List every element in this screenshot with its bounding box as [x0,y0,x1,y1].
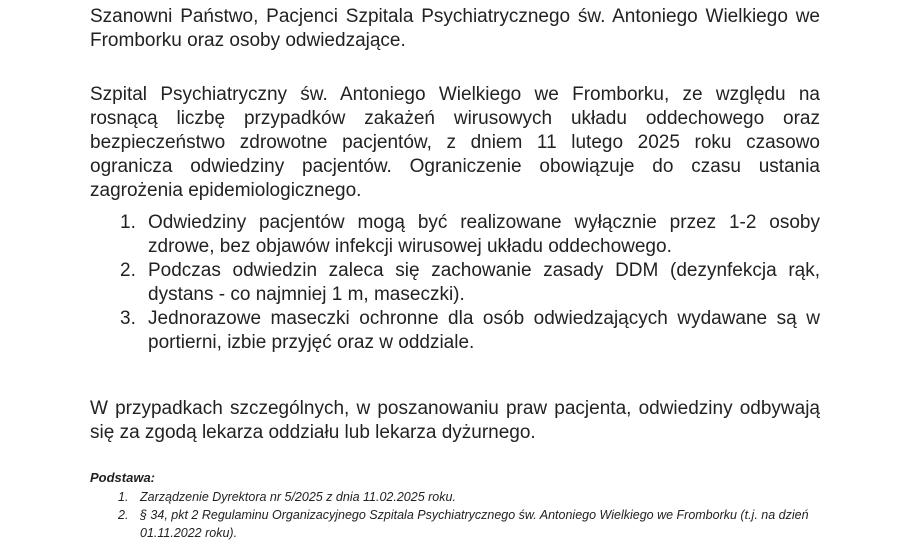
basis-number: 1. [118,490,129,504]
basis-title: Podstawa: [90,470,156,485]
rule-number: 2. [120,260,136,281]
rule-number: 3. [120,308,136,329]
rule-text: Jednorazowe maseczki ochronne dla osób odwiedzających wydawane są w portierni, izbie przyjęć oraz w oddziale. [148,308,820,353]
basis-item [90,488,820,506]
intro-paragraph: Szpital Psychiatryczny św. Antoniego Wielkiego we Fromborku, ze względu na rosnącą liczbę przypadków zakażeń wirusowych układu oddechowego oraz bezpieczeństwo zdrowotne pacjentów, z dniem 11 lutego 2025 roku czasowo ogranicza odwiedziny pacjentów. Ograniczenie obowiązuje do czasu ustania zagrożenia epidemiologicznego. [90,84,820,201]
basis-text: § 34, pkt 2 Regulaminu Organizacyjnego Szpitala Psychiatrycznego św. Antoniego Wielkiego we Fromborku (t.j. na dzień 01.11.2022 roku). [140,508,809,540]
rule-text: Podczas odwiedzin zaleca się zachowanie zasady DDM (dezynfekcja rąk, dystans - co najmniej 1 m, maseczki). [148,260,820,305]
basis-list [90,488,820,542]
rule-number: 1. [120,212,136,233]
basis-number: 2. [118,508,129,522]
rule-text: Odwiedziny pacjentów mogą być realizowane wyłącznie przez 1-2 osoby zdrowe, bez objawów infekcji wirusowej układu oddechowego. [148,212,820,257]
special-cases-paragraph: W przypadkach szczególnych, w poszanowaniu praw pacjenta, odwiedziny odbywają się za zgodą lekarza oddziału lub lekarza dyżurnego. [90,398,820,443]
basis-item [90,506,820,542]
rules-list [90,211,820,355]
rule-item [90,259,820,307]
greeting-paragraph: Szanowni Państwo, Pacjenci Szpitala Psychiatrycznego św. Antoniego Wielkiego we Fromborku oraz osoby odwiedzające. [90,6,820,51]
basis-text: Zarządzenie Dyrektora nr 5/2025 z dnia 11.02.2025 roku. [140,490,456,504]
rule-item [90,307,820,355]
rule-item [90,211,820,259]
